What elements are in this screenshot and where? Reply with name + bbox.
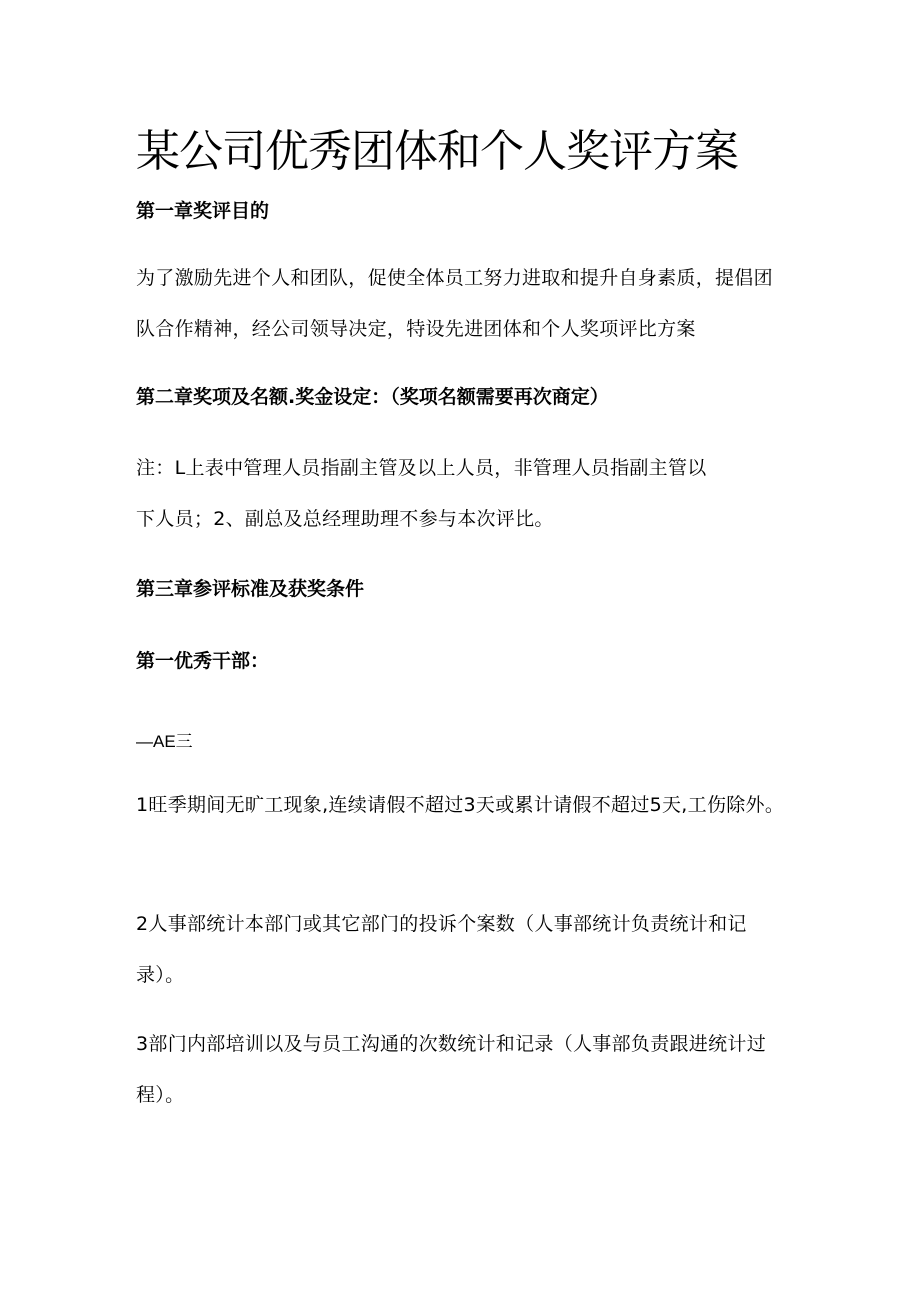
criteria-item-3: 3部门内部培训以及与员工沟通的次数统计和记录（人事部负责跟进统计过程）。 <box>136 1033 766 1106</box>
section-1-heading: 第一优秀干部： <box>136 650 270 672</box>
criteria-item-1: 1旺季期间无旷工现象,连续请假不超过3天或累计请假不超过5天,工伤除外。 <box>136 794 785 816</box>
chapter-2-heading: 第二章奖项及名额.奖金设定：（奖项名额需要再次商定） <box>136 386 609 408</box>
chapter-1-paragraph: 为了激励先进个人和团队，促使全体员工努力进取和提升自身素质，提倡团队合作精神，经公司领导决定，特设先进团体和个人奖项评比方案 <box>136 267 773 340</box>
document-title: 某公司优秀团体和个人奖评方案 <box>136 126 738 177</box>
chapter-3-heading: 第三章参评标准及获奖条件 <box>136 578 365 600</box>
chapter-1-heading: 第一章奖评目的 <box>136 200 270 222</box>
note-line-2: 下人员；2、副总及总经理助理不参与本次评比。 <box>136 508 554 530</box>
garbled-text: —AE三 <box>136 732 193 751</box>
criteria-item-2: 2人事部统计本部门或其它部门的投诉个案数（人事部统计负责统计和记录）。 <box>136 913 747 986</box>
note-line-1: 注：L上表中管理人员指副主管及以上人员，非管理人员指副主管以 <box>136 457 707 479</box>
